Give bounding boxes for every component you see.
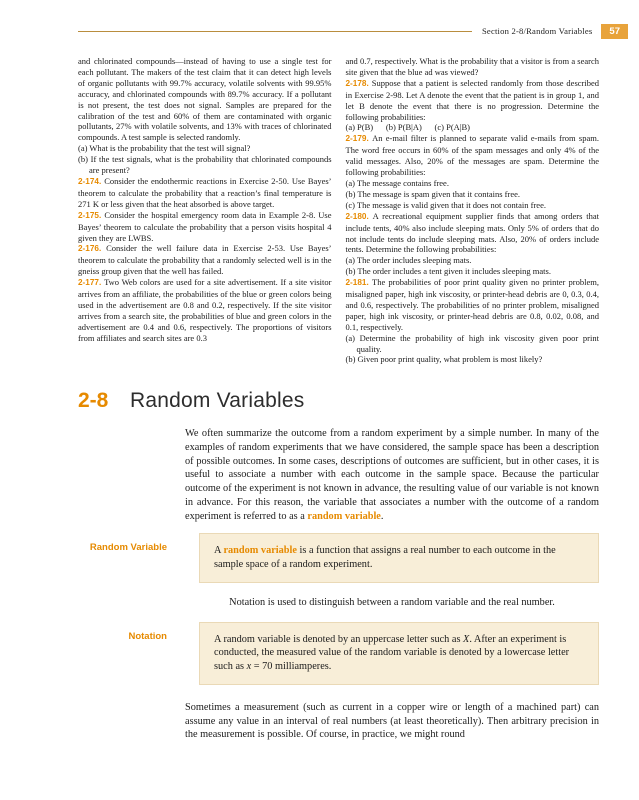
exercises-right-column [346,56,600,365]
exercise-text: and 0.7, respectively. What is the probability that a visitor is from a search site given that the blue ad was viewed? [345,56,599,77]
notation-box [199,622,599,685]
notation-text-1: A random variable is denoted by an uppercase letter such as [214,633,464,645]
exercise-number: 2-181. [345,278,373,288]
closing-paragraph: Sometimes a measurement (such as current in a copper wire or length of a machined part) can assume any value in an interval of real numbers (at least theoretically). Then arbitrary precision in the measurement is possible. Of course, in practice, we might round [185,701,599,741]
section-number: 2-8 [78,389,109,413]
exercises-left-column [78,56,332,365]
exercise-number: 2-177. [78,278,105,288]
page-number-badge: 57 [601,24,628,39]
exercise-text: (a) What is the probability that the test will signal? [78,143,251,154]
section-body [78,427,599,742]
definition-highlight-term: random variable [223,545,297,557]
exercise-item: 2-175. Consider the hospital emergency room data in Example 2-8. Use Bayes’ theorem to calculate the probability that a person visits hospital 4 given they are LWBS. [78,209,332,243]
notation-lead-sentence: Notation is used to distinguish between a random variable and the real number. [229,596,555,608]
section-title: Random Variables [130,389,305,413]
margin-label-random-variable: Random Variable [89,542,167,554]
exercise-text: (b) The message is spam given that it contains free. [345,188,521,199]
notation-variable-lowercase: x [246,661,252,673]
exercise-text: (a) The order includes sleeping mats. [345,255,472,266]
intro-highlight-term: random variable [307,510,381,522]
exercise-text: (b) If the test signals, what is the probability that chlorinated compounds are present? [78,154,332,176]
definition-box [199,533,599,582]
exercise-number: 2-180. [345,211,373,221]
exercise-number: 2-178. [345,78,372,88]
notation-text-2: . After an experiment is conducted, the measured value of the random variable is denoted by a lowercase letter such as [214,633,570,673]
exercise-text: (b) Given poor print quality, what problem is most likely? [345,354,543,365]
definition-row [78,533,599,582]
exercise-number: 2-176. [78,244,107,254]
exercise-item: 2-178. Suppose that a patient is selected randomly from those described in Exercise 2-98. Let A denote the event that the patient is in group 1, and let B denote the event that there is no progression. Determine the following probabilities: [345,77,600,122]
exercises-section [78,56,599,365]
exercise-text: (b) The order includes a tent given it includes sleeping mats. [345,266,551,277]
exercise-text: (a) The message contains free. [345,177,449,188]
exercise-item: 2-176. Consider the well failure data in Exercise 2-53. Use Bayes’ theorem to calculate the probability that a randomly selected well is in the gneiss group given that the well has failed. [78,243,332,277]
notation-text-3: = 70 milliamperes. [251,661,332,673]
exercise-text: (a) Determine the probability of high ink viscosity given poor print quality. [345,332,599,354]
notation-row [78,622,599,685]
intro-text-after: . [380,510,384,522]
exercise-item: 2-179. An e-mail filter is planned to separate valid e-mails from spam. The word free occurs in 60% of the spam messages and only 4% of the valid messages. Also, 20% of the messages are spam. Determine the following probabilities: [345,133,599,178]
exercise-number: 2-179. [345,134,373,144]
section-heading [78,389,599,413]
exercise-item: 2-174. Consider the endothermic reactions in Exercise 2-50. Use Bayes’ theorem to calculate the probability that a reaction’s final temperature is 271 K or less given that the heat absorbed is above target. [78,175,332,209]
intro-text-before: We often summarize the outcome from a random experiment by a simple number. In many of the examples of random experiments that we have considered, the sample space has been a description of possible outcomes. In some cases, descriptions of outcomes are sufficient, but in other cases, it is useful to associate a number with each outcome in the sample space. Because the particular outcome of the experiment is not known in advance, the resulting value of our variable is not known in advance. For this reason, the variable that associates a number with the outcome of a random experiment is referred to as a [185,428,599,522]
exercise-item: 2-177. Two Web colors are used for a site advertisement. If a site visitor arrives from an affiliate, the probabilities of the blue or green colors being used in the advertisement are 0.8 and 0.2, respectively. If the site visitor arrives from a search site, the probabilities of blue and green colors in the advertisement are 0.4 and 0.6, respectively. The proportions of visitors from affiliates and search sites are 0.3 [78,277,332,343]
definition-text-before: A [214,545,224,557]
exercise-text: (c) The message is valid given that it does not contain free. [345,199,546,210]
intro-paragraph [185,427,599,523]
exercise-number: 2-175. [78,210,105,220]
header-rule [78,31,472,32]
margin-label-notation: Notation [128,630,167,642]
notation-variable-uppercase: X [463,633,470,645]
exercise-text: and chlorinated compounds—instead of having to use a single test for each pollutant. The makers of the test claim that it can detect high levels of organic pollutants with 99.7% accuracy, volatile solvents with 99.95% accuracy, and chlorinated compounds with 89.7% accuracy. If a pollutant is not present, the test does not signal. Samples are prepared for the calibration of the test and 60% of them are contaminated with organic pollutants, 27% with volatile solvents, and 13% with traces of chlorinated compounds. A test sample is selected randomly. [78,56,332,143]
definition-text-after: is a function that assigns a real number to each outcome in the sample space of a random experiment. [214,545,556,570]
exercise-item: 2-181. The probabilities of poor print quality given no printer problem, misaligned paper, high ink viscosity, or printer-head debris are 0, 0.3, 0.4, and 0.6, respectively. The probabilities of no printer problem, misaligned paper, high ink viscosity, or printer-head debris are 0.8, 0.02, 0.08, and 0.1, respectively. [345,277,599,332]
exercise-number: 2-174. [78,176,105,186]
exercise-item: 2-180. A recreational equipment supplier finds that among orders that include tents, 40% also include sleeping mats. Only 5% of orders that do not include tents do include sleeping mats. Also, 20% of orders include tents. Determine the following probabilities: [345,210,599,255]
page-header [78,24,620,38]
running-head: Section 2-8/Random Variables [481,26,593,36]
exercise-text: (a) P(B) (b) P(B|A) (c) P(A|B) [345,122,471,133]
